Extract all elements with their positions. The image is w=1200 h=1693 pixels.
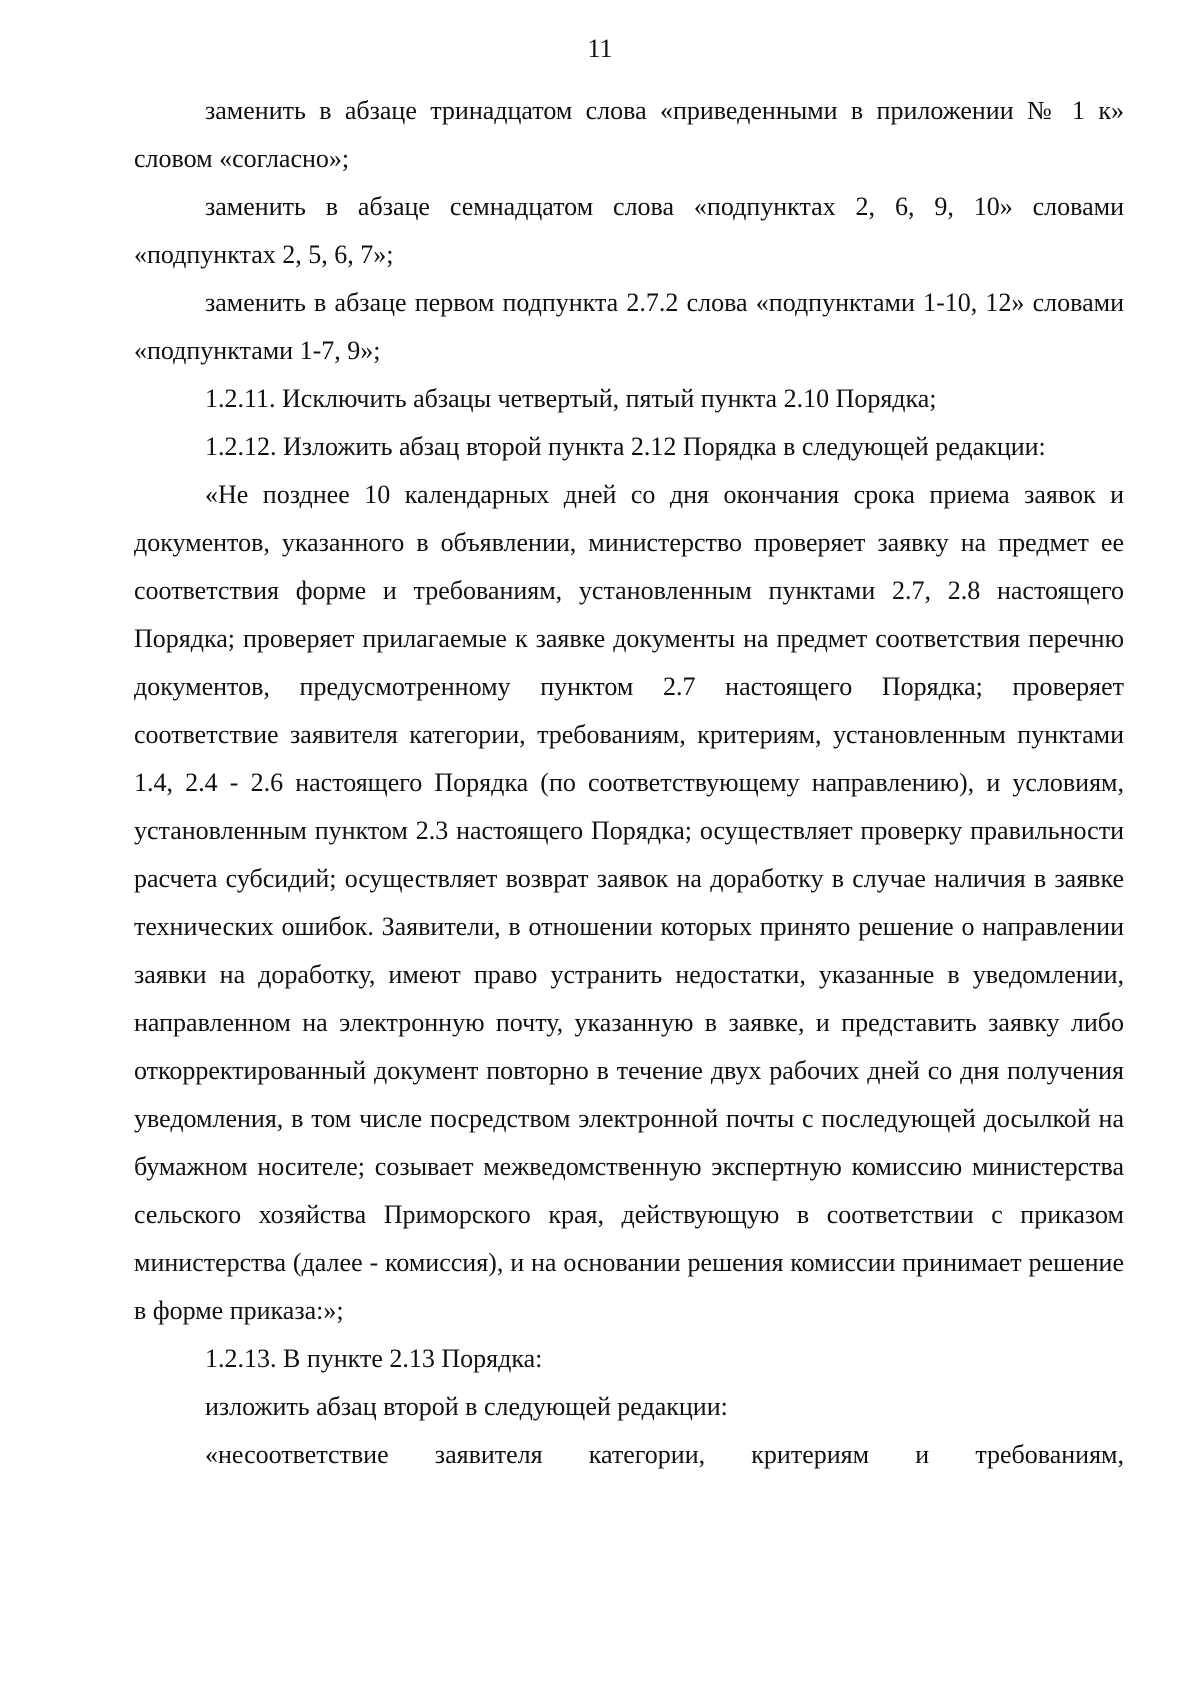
paragraph-replace-thirteenth: заменить в абзаце тринадцатом слова «приведенными в приложении № 1 к» словом «согласно»; bbox=[134, 96, 1124, 173]
paragraph-replace-first-2-7-2: заменить в абзаце первом подпункта 2.7.2 слова «подпунктами 1-10, 12» словами «подпунктами 1-7, 9»; bbox=[134, 288, 1124, 365]
page-number: 11 bbox=[587, 34, 613, 63]
paragraph-replace-seventeenth: заменить в абзаце семнадцатом слова «подпунктах 2, 6, 9, 10» словами «подпунктах 2, 5, 6, 7»; bbox=[134, 192, 1124, 269]
paragraph-quoted-procedure: «Не позднее 10 календарных дней со дня окончания срока приема заявок и документов, указанного в объявлении, министерство проверяет заявку на предмет ее соответствия форме и требованиям, установленным пунктами 2.7, 2.8 настоящего Порядка; проверяет прилагаемые к заявке документы на предмет соответствия перечню документов, предусмотренному пунктом 2.7 настоящего Порядка; проверяет соответствие заявителя категории, требованиям, критериям, установленным пунктами 1.4, 2.4 - 2.6 настоящего Порядка (по соответствующему направлению), и условиям, установленным пунктом 2.3 настоящего Порядка; осуществляет проверку правильности расчета субсидий; осуществляет возврат заявок на доработку в случае наличия в заявке технических ошибок. Заявители, в отношении которых принято решение о направлении заявки на доработку, имеют право устранить недостатки, указанные в уведомлении, направленном на электронную почту, указанную в заявке, и представить заявку либо откорректированный документ повторно в течение двух рабочих дней со дня получения уведомления, в том числе посредством электронной почты с последующей досылкой на бумажном носителе; созывает межведомственную экспертную комиссию министерства сельского хозяйства Приморского края, действующую в соответствии с приказом министерства (далее - комиссия), и на основании решения комиссии принимает решение в форме приказа:»; bbox=[134, 480, 1124, 1325]
paragraph-1-2-13: 1.2.13. В пункте 2.13 Порядка: bbox=[205, 1344, 543, 1373]
paragraph-1-2-11: 1.2.11. Исключить абзацы четвертый, пятый пункта 2.10 Порядка; bbox=[205, 384, 937, 413]
document-body bbox=[134, 87, 1124, 1479]
paragraph-1-2-12: 1.2.12. Изложить абзац второй пункта 2.12 Порядка в следующей редакции: bbox=[205, 432, 1046, 461]
paragraph-state-second: изложить абзац второй в следующей редакции: bbox=[205, 1392, 728, 1421]
paragraph-nonconformity: «несоответствие заявителя категории, критериям и требованиям, bbox=[205, 1440, 1124, 1469]
